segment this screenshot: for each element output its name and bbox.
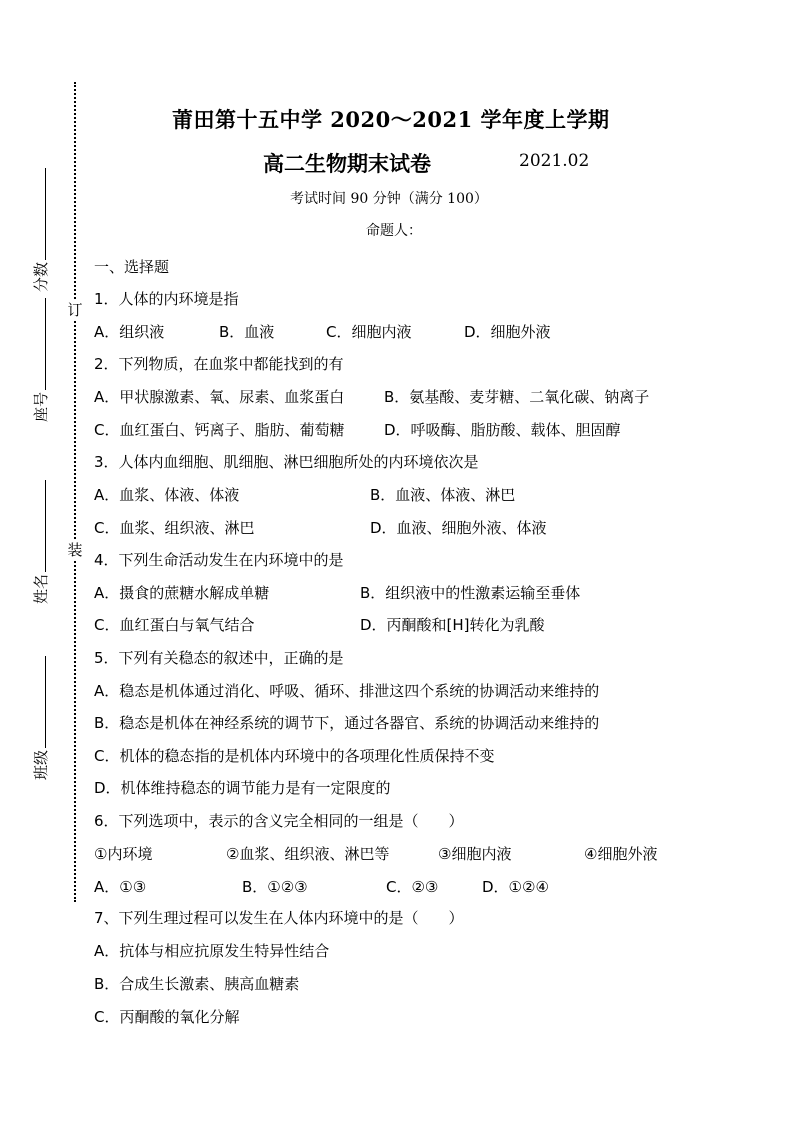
field-class-label: 班级 — [32, 749, 50, 780]
binding-char-ding: 订 — [65, 300, 85, 320]
option-c[interactable]: C．机体的稳态指的是机体内环境中的各项理化性质保持不变 — [94, 747, 495, 765]
question-options — [94, 419, 774, 439]
option-b[interactable]: B．①②③ — [242, 878, 308, 896]
option-c[interactable]: C．血红蛋白、钙离子、脂肪、葡萄糖 — [94, 421, 345, 439]
option-b[interactable]: B．血液、体液、淋巴 — [370, 486, 516, 504]
option-a[interactable]: A．稳态是机体通过消化、呼吸、循环、排泄这四个系统的协调活动来维持的 — [94, 682, 600, 700]
option-b[interactable]: B．合成生长激素、胰高血糖素 — [94, 975, 300, 993]
option-d[interactable]: D．机体维持稳态的调节能力是有一定限度的 — [94, 779, 391, 797]
option-a[interactable]: A．血浆、体液、体液 — [94, 486, 240, 504]
option-a[interactable]: A．摄食的蔗糖水解成单糖 — [94, 584, 270, 602]
field-score — [30, 168, 51, 292]
question-items — [94, 843, 774, 863]
author-label: 命题人： — [366, 223, 422, 239]
question-options — [94, 614, 774, 634]
item-1: ①内环境 — [94, 845, 153, 863]
option-d[interactable]: D．血液、细胞外液、体液 — [370, 519, 547, 537]
option-a[interactable]: A．甲状腺激素、氧、尿素、血浆蛋白 — [94, 388, 345, 406]
question-stem: 5．下列有关稳态的叙述中，正确的是 — [94, 649, 344, 667]
question-stem: 1．人体的内环境是指 — [94, 290, 239, 308]
field-seat-label: 座号 — [32, 391, 50, 422]
question-options — [94, 876, 774, 896]
option-b[interactable]: B．血液 — [219, 323, 275, 341]
item-3: ③细胞内液 — [438, 845, 512, 863]
field-seat — [30, 298, 51, 422]
question-stem: 4．下列生命活动发生在内环境中的是 — [94, 551, 344, 569]
field-name-blank[interactable] — [31, 480, 46, 572]
question-options — [94, 321, 774, 341]
field-seat-blank[interactable] — [31, 298, 46, 390]
option-c[interactable]: C．②③ — [386, 878, 439, 896]
binding-dotted-line — [74, 82, 76, 902]
field-class — [30, 656, 51, 780]
school-title: 莆田第十五中学 2020～2021 学年度上学期 — [172, 107, 610, 132]
exam-time-note: 考试时间 90 分钟（满分 100） — [290, 191, 488, 207]
field-score-blank[interactable] — [31, 168, 46, 260]
option-a[interactable]: A．组织液 — [94, 323, 165, 341]
question-stem: 3．人体内血细胞、肌细胞、淋巴细胞所处的内环境依次是 — [94, 453, 479, 471]
question-stem: 6．下列选项中，表示的含义完全相同的一组是（ ） — [94, 812, 464, 830]
option-b[interactable]: B．稳态是机体在神经系统的调节下，通过各器官、系统的协调活动来维持的 — [94, 714, 600, 732]
option-c[interactable]: C．丙酮酸的氧化分解 — [94, 1008, 240, 1026]
option-d[interactable]: D．①②④ — [482, 878, 549, 896]
binding-char-zhuang: 装 — [65, 540, 85, 560]
option-c[interactable]: C．血红蛋白与氧气结合 — [94, 616, 255, 634]
field-class-blank[interactable] — [31, 656, 46, 748]
option-d[interactable]: D．细胞外液 — [464, 323, 551, 341]
question-options — [94, 517, 774, 537]
question-options — [94, 484, 774, 504]
option-a[interactable]: A．抗体与相应抗原发生特异性结合 — [94, 942, 330, 960]
option-c[interactable]: C．细胞内液 — [326, 323, 412, 341]
question-options — [94, 582, 774, 602]
question-stem: 2．下列物质，在血浆中都能找到的有 — [94, 355, 344, 373]
question-options — [94, 386, 774, 406]
item-4: ④细胞外液 — [584, 845, 658, 863]
field-name-label: 姓名 — [32, 573, 50, 604]
option-a[interactable]: A．①③ — [94, 878, 147, 896]
option-d[interactable]: D．丙酮酸和[H]转化为乳酸 — [360, 616, 545, 634]
exam-title: 高二生物期末试卷 — [263, 151, 431, 176]
section-heading: 一、选择题 — [94, 258, 170, 276]
field-name — [30, 480, 51, 604]
item-2: ②血浆、组织液、淋巴等 — [226, 845, 390, 863]
exam-date: 2021.02 — [519, 151, 590, 171]
option-b[interactable]: B．氨基酸、麦芽糖、二氧化碳、钠离子 — [384, 388, 650, 406]
option-c[interactable]: C．血浆、组织液、淋巴 — [94, 519, 255, 537]
option-d[interactable]: D．呼吸酶、脂肪酸、载体、胆固醇 — [384, 421, 621, 439]
question-stem: 7、下列生理过程可以发生在人体内环境中的是（ ） — [94, 909, 464, 927]
field-score-label: 分数 — [32, 261, 50, 292]
option-b[interactable]: B．组织液中的性激素运输至垂体 — [360, 584, 581, 602]
